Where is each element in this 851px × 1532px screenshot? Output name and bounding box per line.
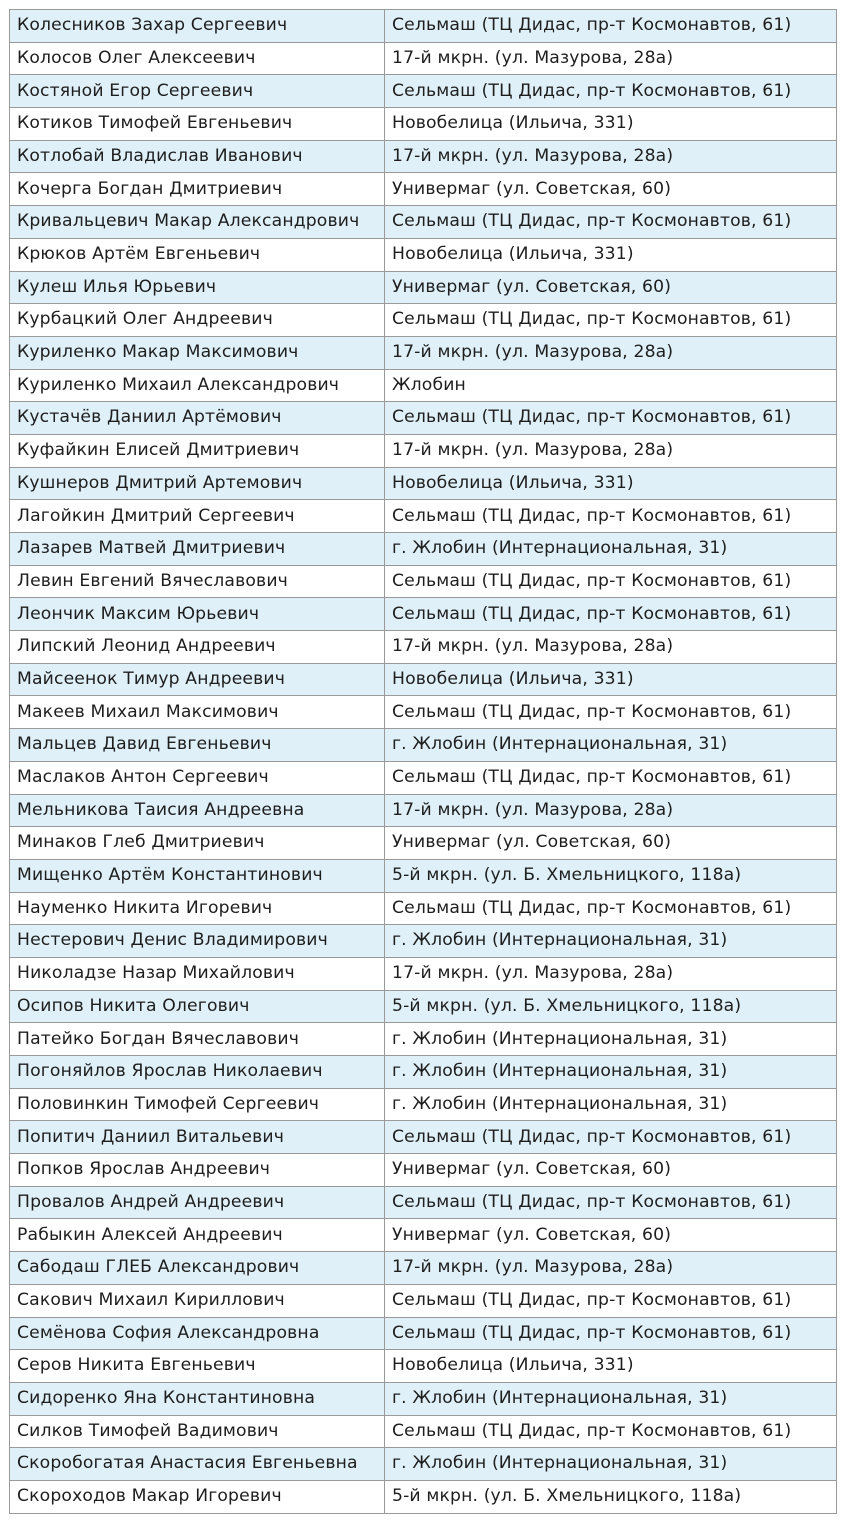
table-row xyxy=(10,108,837,141)
student-name-cell: Лазарев Матвей Дмитриевич xyxy=(10,533,385,566)
table-row xyxy=(10,1186,837,1219)
student-name-cell: Скороходов Макар Игоревич xyxy=(10,1480,385,1513)
student-name-cell: Крюков Артём Евгеньевич xyxy=(10,238,385,271)
location-cell: г. Жлобин (Интернациональная, 31) xyxy=(385,1023,837,1056)
student-name-cell: Нестерович Денис Владимирович xyxy=(10,925,385,958)
location-cell: Универмаг (ул. Советская, 60) xyxy=(385,1154,837,1187)
table-row xyxy=(10,173,837,206)
location-cell: Новобелица (Ильича, 331) xyxy=(385,238,837,271)
table-row xyxy=(10,533,837,566)
student-name-cell: Колесников Захар Сергеевич xyxy=(10,10,385,43)
location-cell: г. Жлобин (Интернациональная, 31) xyxy=(385,729,837,762)
table-row xyxy=(10,1023,837,1056)
table-row xyxy=(10,140,837,173)
location-cell: Сельмаш (ТЦ Дидас, пр-т Космонавтов, 61) xyxy=(385,1186,837,1219)
student-name-cell: Попков Ярослав Андреевич xyxy=(10,1154,385,1187)
student-name-cell: Куриленко Михаил Александрович xyxy=(10,369,385,402)
location-cell: Сельмаш (ТЦ Дидас, пр-т Космонавтов, 61) xyxy=(385,1317,837,1350)
table-row xyxy=(10,10,837,43)
table-row xyxy=(10,990,837,1023)
student-name-cell: Лагойкин Дмитрий Сергеевич xyxy=(10,500,385,533)
location-cell: 17-й мкрн. (ул. Мазурова, 28а) xyxy=(385,140,837,173)
table-row xyxy=(10,859,837,892)
location-cell: Сельмаш (ТЦ Дидас, пр-т Космонавтов, 61) xyxy=(385,1284,837,1317)
table-row xyxy=(10,434,837,467)
location-cell: Сельмаш (ТЦ Дидас, пр-т Космонавтов, 61) xyxy=(385,565,837,598)
student-name-cell: Попитич Даниил Витальевич xyxy=(10,1121,385,1154)
table-row xyxy=(10,369,837,402)
table-row xyxy=(10,957,837,990)
student-name-cell: Кривальцевич Макар Александрович xyxy=(10,206,385,239)
location-cell: Сельмаш (ТЦ Дидас, пр-т Космонавтов, 61) xyxy=(385,696,837,729)
student-name-cell: Патейко Богдан Вячеславович xyxy=(10,1023,385,1056)
location-cell: Сельмаш (ТЦ Дидас, пр-т Космонавтов, 61) xyxy=(385,598,837,631)
location-cell: 5-й мкрн. (ул. Б. Хмельницкого, 118а) xyxy=(385,1480,837,1513)
table-row xyxy=(10,1448,837,1481)
table-row xyxy=(10,402,837,435)
table-row xyxy=(10,1154,837,1187)
table-row xyxy=(10,1252,837,1285)
student-name-cell: Минаков Глеб Дмитриевич xyxy=(10,827,385,860)
table-row xyxy=(10,1382,837,1415)
student-name-cell: Майсеенок Тимур Андреевич xyxy=(10,663,385,696)
student-name-cell: Семёнова София Александровна xyxy=(10,1317,385,1350)
table-row xyxy=(10,1284,837,1317)
table-row xyxy=(10,206,837,239)
table-row xyxy=(10,663,837,696)
student-name-cell: Котлобай Владислав Иванович xyxy=(10,140,385,173)
location-cell: 17-й мкрн. (ул. Мазурова, 28а) xyxy=(385,957,837,990)
table-row xyxy=(10,1088,837,1121)
table-row xyxy=(10,1350,837,1383)
student-name-cell: Кушнеров Дмитрий Артемович xyxy=(10,467,385,500)
student-name-cell: Погоняйлов Ярослав Николаевич xyxy=(10,1056,385,1089)
students-table-wrapper xyxy=(9,9,837,1514)
location-cell: Сельмаш (ТЦ Дидас, пр-т Космонавтов, 61) xyxy=(385,304,837,337)
student-name-cell: Куфайкин Елисей Дмитриевич xyxy=(10,434,385,467)
location-cell: 5-й мкрн. (ул. Б. Хмельницкого, 118а) xyxy=(385,859,837,892)
student-name-cell: Николадзе Назар Михайлович xyxy=(10,957,385,990)
location-cell: г. Жлобин (Интернациональная, 31) xyxy=(385,1448,837,1481)
student-name-cell: Науменко Никита Игоревич xyxy=(10,892,385,925)
location-cell: 17-й мкрн. (ул. Мазурова, 28а) xyxy=(385,631,837,664)
location-cell: Универмаг (ул. Советская, 60) xyxy=(385,271,837,304)
student-name-cell: Мищенко Артём Константинович xyxy=(10,859,385,892)
student-name-cell: Липский Леонид Андреевич xyxy=(10,631,385,664)
table-row xyxy=(10,925,837,958)
location-cell: г. Жлобин (Интернациональная, 31) xyxy=(385,1056,837,1089)
student-name-cell: Костяной Егор Сергеевич xyxy=(10,75,385,108)
location-cell: 17-й мкрн. (ул. Мазурова, 28а) xyxy=(385,434,837,467)
location-cell: Сельмаш (ТЦ Дидас, пр-т Космонавтов, 61) xyxy=(385,1121,837,1154)
table-row xyxy=(10,696,837,729)
location-cell: Сельмаш (ТЦ Дидас, пр-т Космонавтов, 61) xyxy=(385,761,837,794)
student-name-cell: Левин Евгений Вячеславович xyxy=(10,565,385,598)
location-cell: 17-й мкрн. (ул. Мазурова, 28а) xyxy=(385,42,837,75)
location-cell: Сельмаш (ТЦ Дидас, пр-т Космонавтов, 61) xyxy=(385,1415,837,1448)
table-row xyxy=(10,1219,837,1252)
student-name-cell: Куриленко Макар Максимович xyxy=(10,336,385,369)
table-row xyxy=(10,892,837,925)
table-row xyxy=(10,271,837,304)
student-name-cell: Курбацкий Олег Андреевич xyxy=(10,304,385,337)
location-cell: Новобелица (Ильича, 331) xyxy=(385,1350,837,1383)
table-row xyxy=(10,467,837,500)
student-name-cell: Мальцев Давид Евгеньевич xyxy=(10,729,385,762)
location-cell: 5-й мкрн. (ул. Б. Хмельницкого, 118а) xyxy=(385,990,837,1023)
table-row xyxy=(10,761,837,794)
location-cell: Универмаг (ул. Советская, 60) xyxy=(385,173,837,206)
student-name-cell: Скоробогатая Анастасия Евгеньевна xyxy=(10,1448,385,1481)
student-name-cell: Половинкин Тимофей Сергеевич xyxy=(10,1088,385,1121)
table-row xyxy=(10,304,837,337)
location-cell: г. Жлобин (Интернациональная, 31) xyxy=(385,1382,837,1415)
student-name-cell: Макеев Михаил Максимович xyxy=(10,696,385,729)
location-cell: г. Жлобин (Интернациональная, 31) xyxy=(385,1088,837,1121)
location-cell: Сельмаш (ТЦ Дидас, пр-т Космонавтов, 61) xyxy=(385,500,837,533)
student-name-cell: Сидоренко Яна Константиновна xyxy=(10,1382,385,1415)
table-row xyxy=(10,1480,837,1513)
table-row xyxy=(10,75,837,108)
student-name-cell: Провалов Андрей Андреевич xyxy=(10,1186,385,1219)
student-name-cell: Силков Тимофей Вадимович xyxy=(10,1415,385,1448)
student-name-cell: Колосов Олег Алексеевич xyxy=(10,42,385,75)
student-name-cell: Котиков Тимофей Евгеньевич xyxy=(10,108,385,141)
student-name-cell: Рабыкин Алексей Андреевич xyxy=(10,1219,385,1252)
location-cell: Сельмаш (ТЦ Дидас, пр-т Космонавтов, 61) xyxy=(385,75,837,108)
student-name-cell: Осипов Никита Олегович xyxy=(10,990,385,1023)
location-cell: Универмаг (ул. Советская, 60) xyxy=(385,1219,837,1252)
location-cell: Сельмаш (ТЦ Дидас, пр-т Космонавтов, 61) xyxy=(385,402,837,435)
table-row xyxy=(10,500,837,533)
table-row xyxy=(10,565,837,598)
table-row xyxy=(10,598,837,631)
table-row xyxy=(10,1121,837,1154)
location-cell: Универмаг (ул. Советская, 60) xyxy=(385,827,837,860)
location-cell: Новобелица (Ильича, 331) xyxy=(385,663,837,696)
location-cell: Сельмаш (ТЦ Дидас, пр-т Космонавтов, 61) xyxy=(385,10,837,43)
student-name-cell: Мельникова Таисия Андреевна xyxy=(10,794,385,827)
table-row xyxy=(10,729,837,762)
table-row xyxy=(10,794,837,827)
location-cell: 17-й мкрн. (ул. Мазурова, 28а) xyxy=(385,1252,837,1285)
student-name-cell: Маслаков Антон Сергеевич xyxy=(10,761,385,794)
location-cell: 17-й мкрн. (ул. Мазурова, 28а) xyxy=(385,794,837,827)
table-row xyxy=(10,1317,837,1350)
location-cell: Новобелица (Ильича, 331) xyxy=(385,108,837,141)
table-row xyxy=(10,42,837,75)
location-cell: Сельмаш (ТЦ Дидас, пр-т Космонавтов, 61) xyxy=(385,206,837,239)
location-cell: г. Жлобин (Интернациональная, 31) xyxy=(385,925,837,958)
table-row xyxy=(10,1415,837,1448)
location-cell: Новобелица (Ильича, 331) xyxy=(385,467,837,500)
location-cell: г. Жлобин (Интернациональная, 31) xyxy=(385,533,837,566)
student-name-cell: Кустачёв Даниил Артёмович xyxy=(10,402,385,435)
table-body xyxy=(10,10,837,1514)
location-cell: Сельмаш (ТЦ Дидас, пр-т Космонавтов, 61) xyxy=(385,892,837,925)
student-name-cell: Кочерга Богдан Дмитриевич xyxy=(10,173,385,206)
table-row xyxy=(10,238,837,271)
location-cell: 17-й мкрн. (ул. Мазурова, 28а) xyxy=(385,336,837,369)
table-row xyxy=(10,631,837,664)
student-name-cell: Сакович Михаил Кириллович xyxy=(10,1284,385,1317)
table-row xyxy=(10,336,837,369)
location-cell: Жлобин xyxy=(385,369,837,402)
student-name-cell: Леончик Максим Юрьевич xyxy=(10,598,385,631)
student-name-cell: Серов Никита Евгеньевич xyxy=(10,1350,385,1383)
table-row xyxy=(10,827,837,860)
students-table xyxy=(9,9,837,1514)
student-name-cell: Сабодаш ГЛЕБ Александрович xyxy=(10,1252,385,1285)
table-row xyxy=(10,1056,837,1089)
student-name-cell: Кулеш Илья Юрьевич xyxy=(10,271,385,304)
